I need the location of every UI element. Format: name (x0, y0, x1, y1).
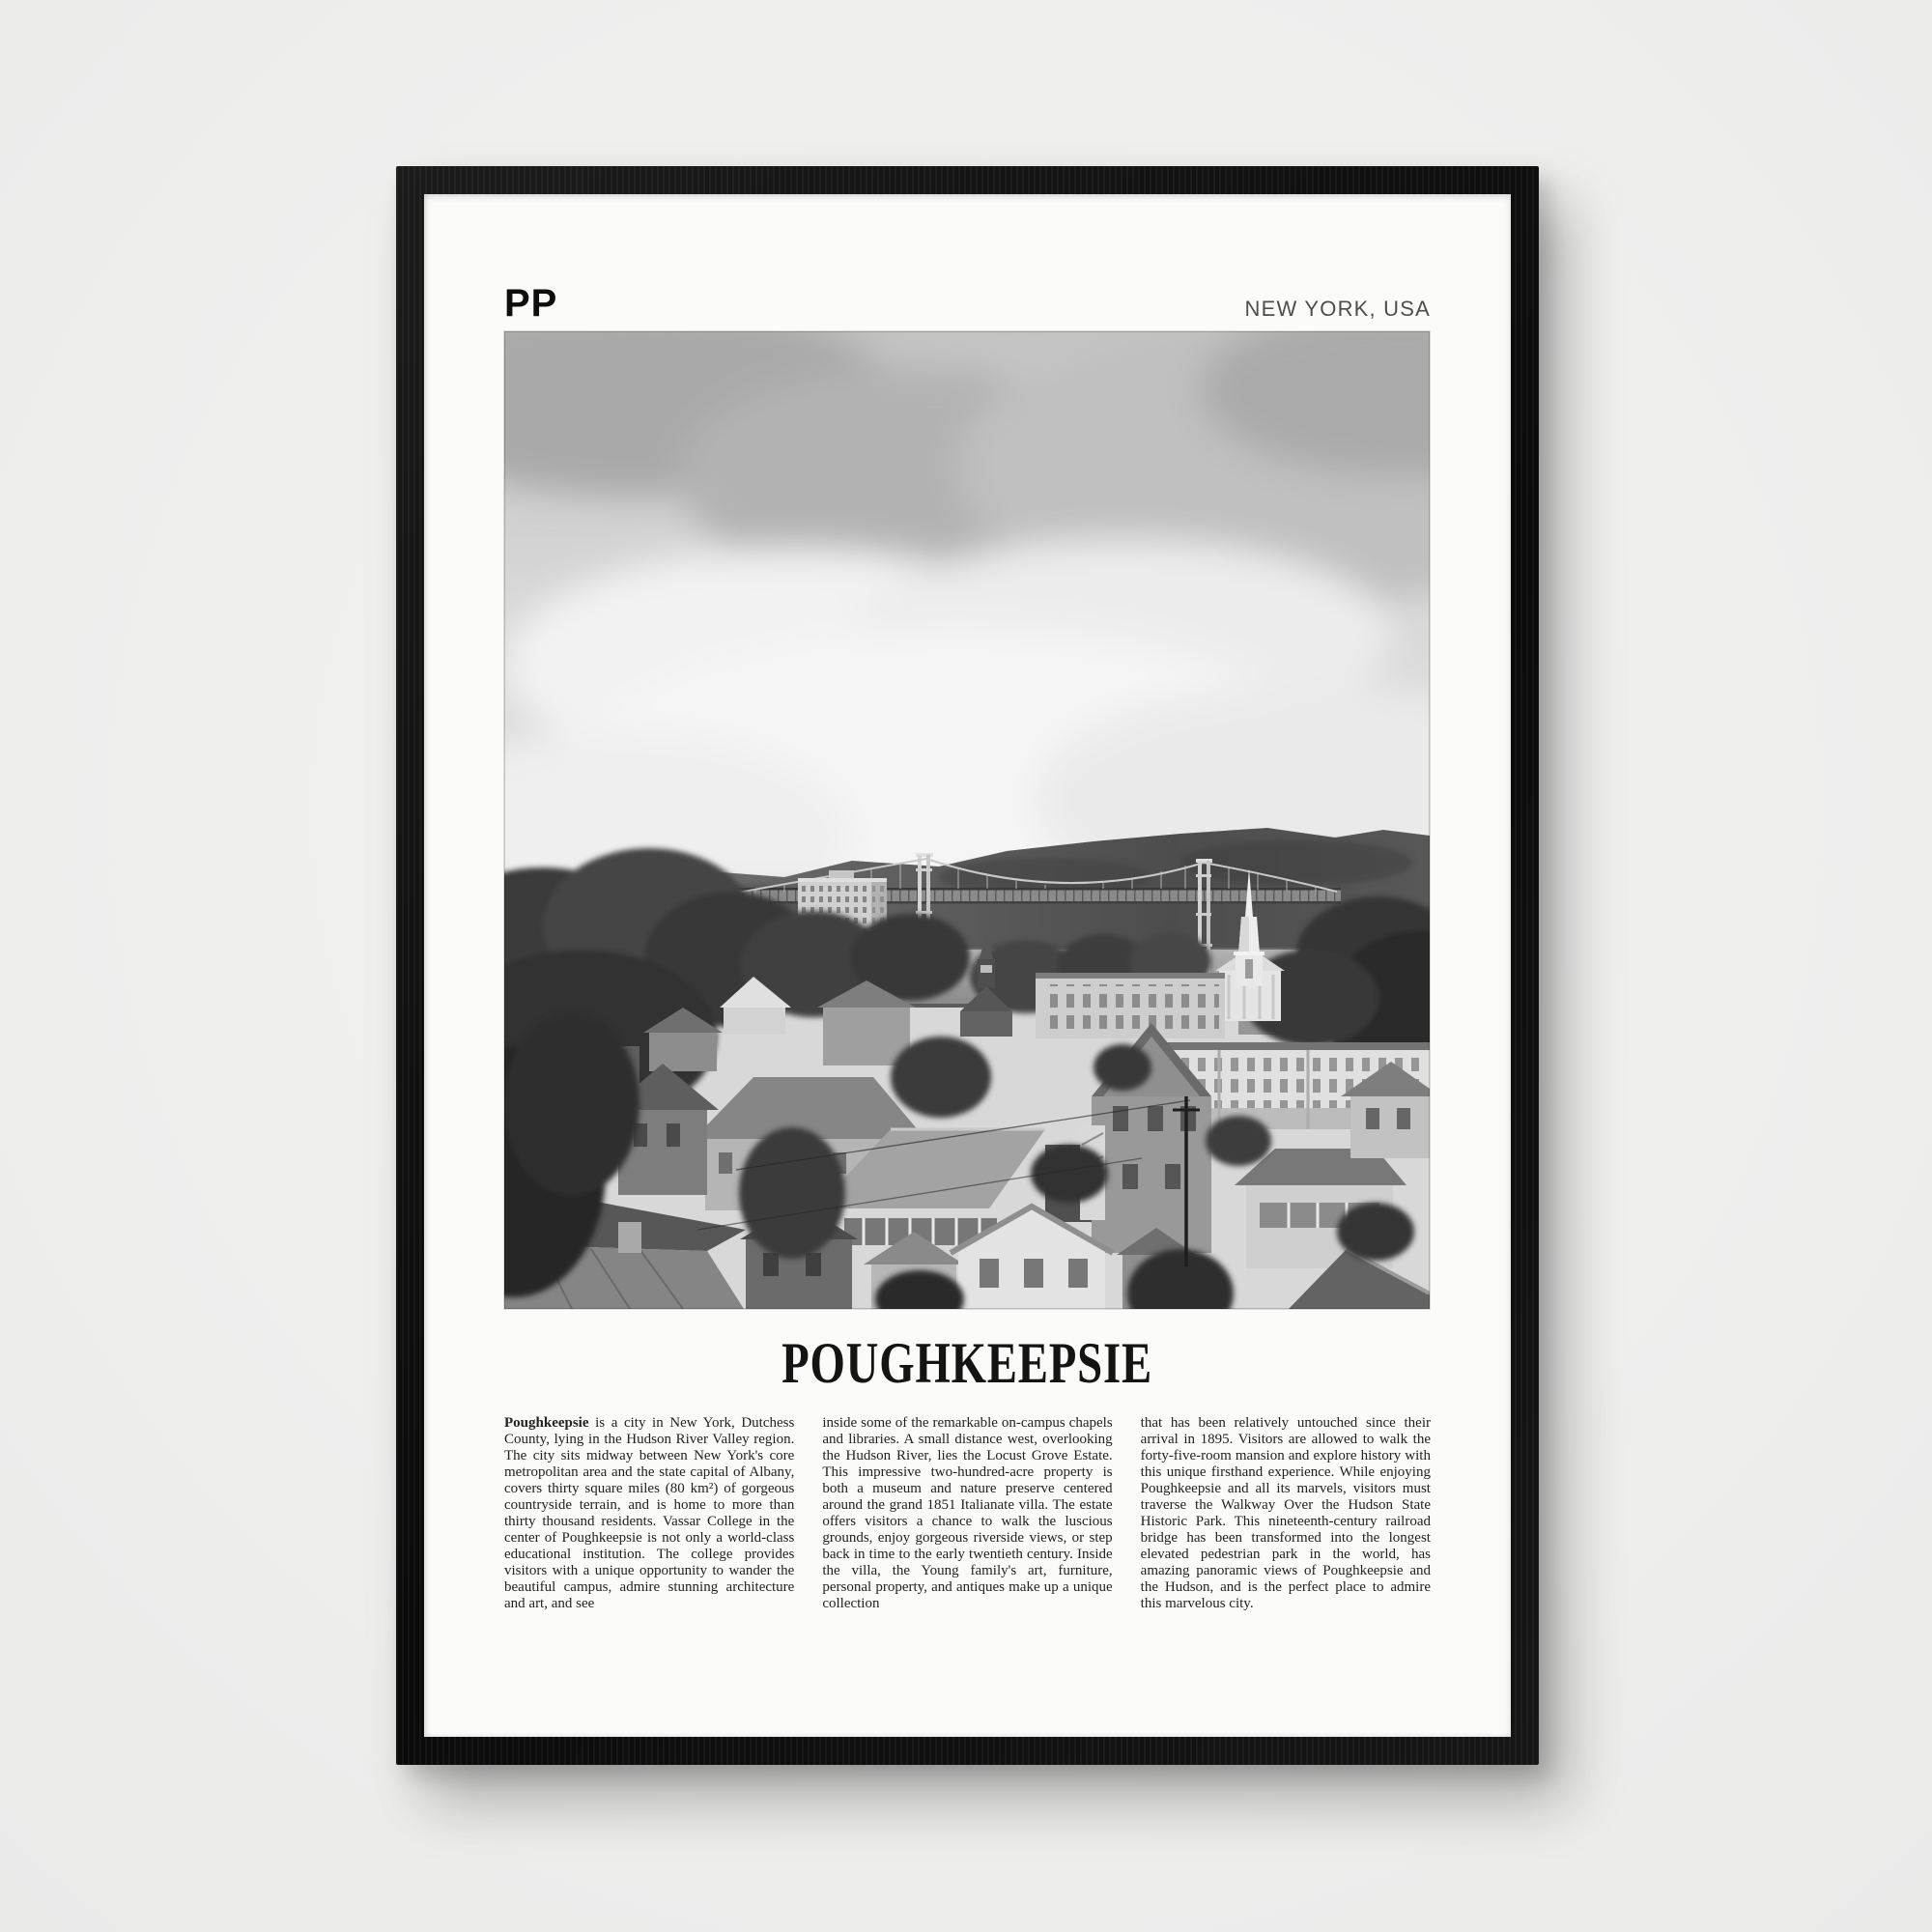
article-column-2-text: inside some of the remarkable on-campus chapels and libraries. A small distance west, overlooking the Hudson River, lies the Locust Grove Estate. This impressive two-hundred-acre property is both a museum and nature preserve centered around the grand 1851 Italianate villa. The estate offers visitors a chance to walk the luscious grounds, enjoy gorgeous riverside views, or step back in time to the early twentieth century. Inside the villa, the Young family's art, furniture, personal property, and antiques make up a unique collection (822, 1415, 1113, 1611)
article-column-3 (1141, 1415, 1431, 1612)
poster-title-text: POUGHKEEPSIE (781, 1331, 1153, 1395)
article-column-1-text: is a city in New York, Dutchess County, lying in the Hudson River Valley region. The city sits midway between New York's core metropolitan area and the state capital of Albany, covers thirty square miles (80 km²) of gorgeous countryside terrain, and is home to more than thirty thousand residents. Vassar College in the center of Poughkeepsie is not only a world-class educational institution. The college provides visitors with a unique opportunity to wander the beautiful campus, admire stunning architecture and art, and see (504, 1415, 795, 1611)
poughkeepsie-photo-illustration (504, 331, 1430, 1309)
city-photo (504, 331, 1430, 1309)
article-column-1 (504, 1415, 794, 1612)
poster-header (504, 284, 1431, 323)
article-column-2 (822, 1415, 1112, 1612)
location-label: NEW YORK, USA (1244, 297, 1431, 321)
article-lead-word: Poughkeepsie (504, 1415, 589, 1431)
article (504, 1415, 1431, 1612)
poster-mat (424, 194, 1511, 1737)
brand-logo: PP (504, 282, 558, 325)
poster-title (424, 1331, 1511, 1395)
poster-frame (396, 166, 1539, 1765)
article-column-3-text: that has been relatively untouched since their arrival in 1895. Visitors are allowed to walk the forty-five-room mansion and explore history with this unique firsthand experience. While enjoying Poughkeepsie and all its marvels, visitors must traverse the Walkway Over the Hudson State Historic Park. This nineteenth-century railroad bridge has been transformed into the longest elevated pedestrian park in the world, has amazing panoramic views of Poughkeepsie and the Hudson, and is the perfect place to admire this marvelous city. (1140, 1415, 1431, 1611)
